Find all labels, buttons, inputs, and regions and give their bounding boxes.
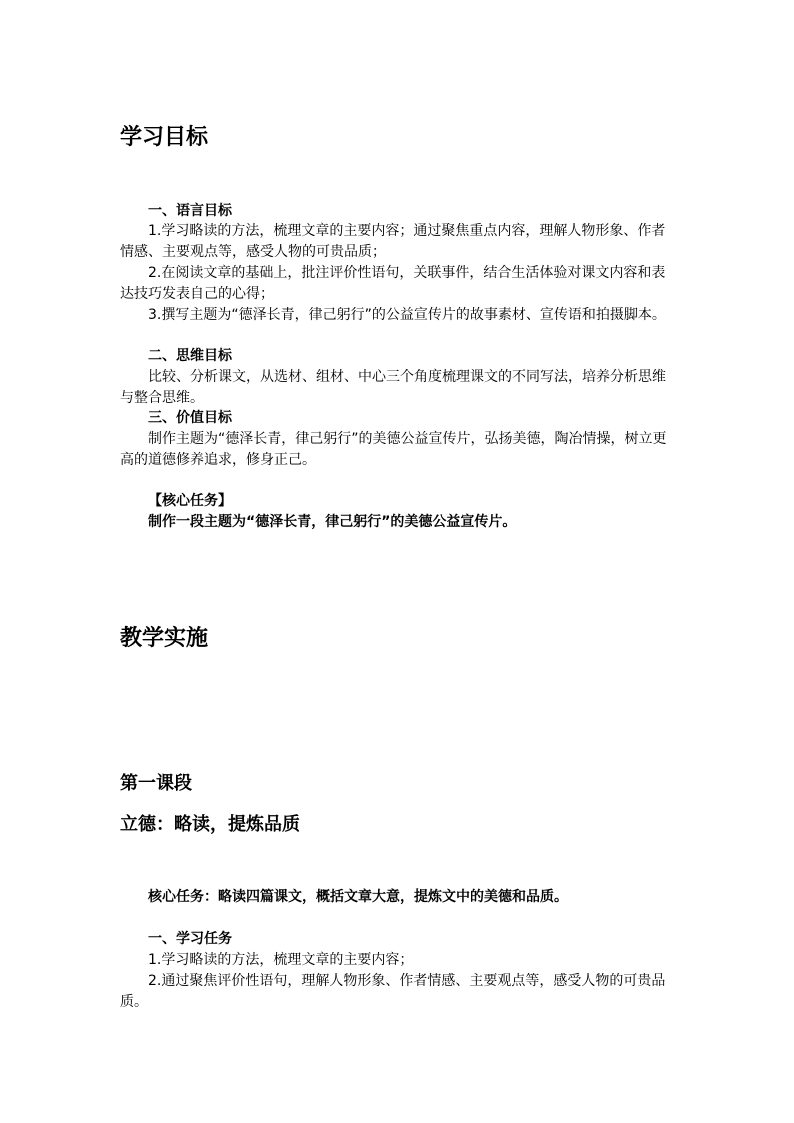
thinking-goal-heading: 二、思维目标 bbox=[148, 348, 232, 364]
learning-task-item-1: 1.学习略读的方法，梳理文章的主要内容； bbox=[148, 952, 414, 968]
learning-task-item-2: 2.通过聚焦评价性语句，理解人物形象、作者情感、主要观点等，感受人物的可贵品质。 bbox=[120, 973, 666, 1010]
segment-title: 第一课段 bbox=[120, 773, 192, 794]
language-goal-item-1: 1.学习略读的方法，梳理文章的主要内容；通过聚焦重点内容，理解人物形象、作者情感、主要观点等，感受人物的可贵品质； bbox=[120, 223, 666, 260]
section-title-teaching-implementation: 教学实施 bbox=[120, 626, 209, 651]
segment-core-task: 核心任务：略读四篇课文，概括文章大意，提炼文中的美德和品质。 bbox=[148, 889, 568, 905]
value-goal-heading: 三、价值目标 bbox=[148, 410, 232, 426]
language-goal-item-2: 2.在阅读文章的基础上，批注评价性语句，关联事件，结合生活体验对课文内容和表达技巧发表自己的心得； bbox=[120, 265, 666, 302]
segment-subtitle: 立德：略读，提炼品质 bbox=[120, 814, 300, 835]
section-title-learning-goals: 学习目标 bbox=[120, 125, 209, 150]
language-goal-heading: 一、语言目标 bbox=[148, 203, 232, 219]
learning-task-heading: 一、学习任务 bbox=[148, 931, 232, 947]
core-task-label: 【核心任务】 bbox=[148, 493, 232, 509]
thinking-goal-text: 比较、分析课文，从选材、组材、中心三个角度梳理课文的不同写法，培养分析思维与整合思维。 bbox=[120, 369, 666, 406]
language-goal-item-3: 3.撰写主题为“德泽长青，律己躬行”的公益宣传片的故事素材、宣传语和拍摄脚本。 bbox=[148, 307, 666, 323]
core-task-text: 制作一段主题为“德泽长青，律己躬行”的美德公益宣传片。 bbox=[148, 514, 517, 530]
value-goal-text: 制作主题为“德泽长青，律己躬行”的美德公益宣传片，弘扬美德，陶冶情操，树立更高的道德修养追求，修身正己。 bbox=[120, 431, 667, 468]
